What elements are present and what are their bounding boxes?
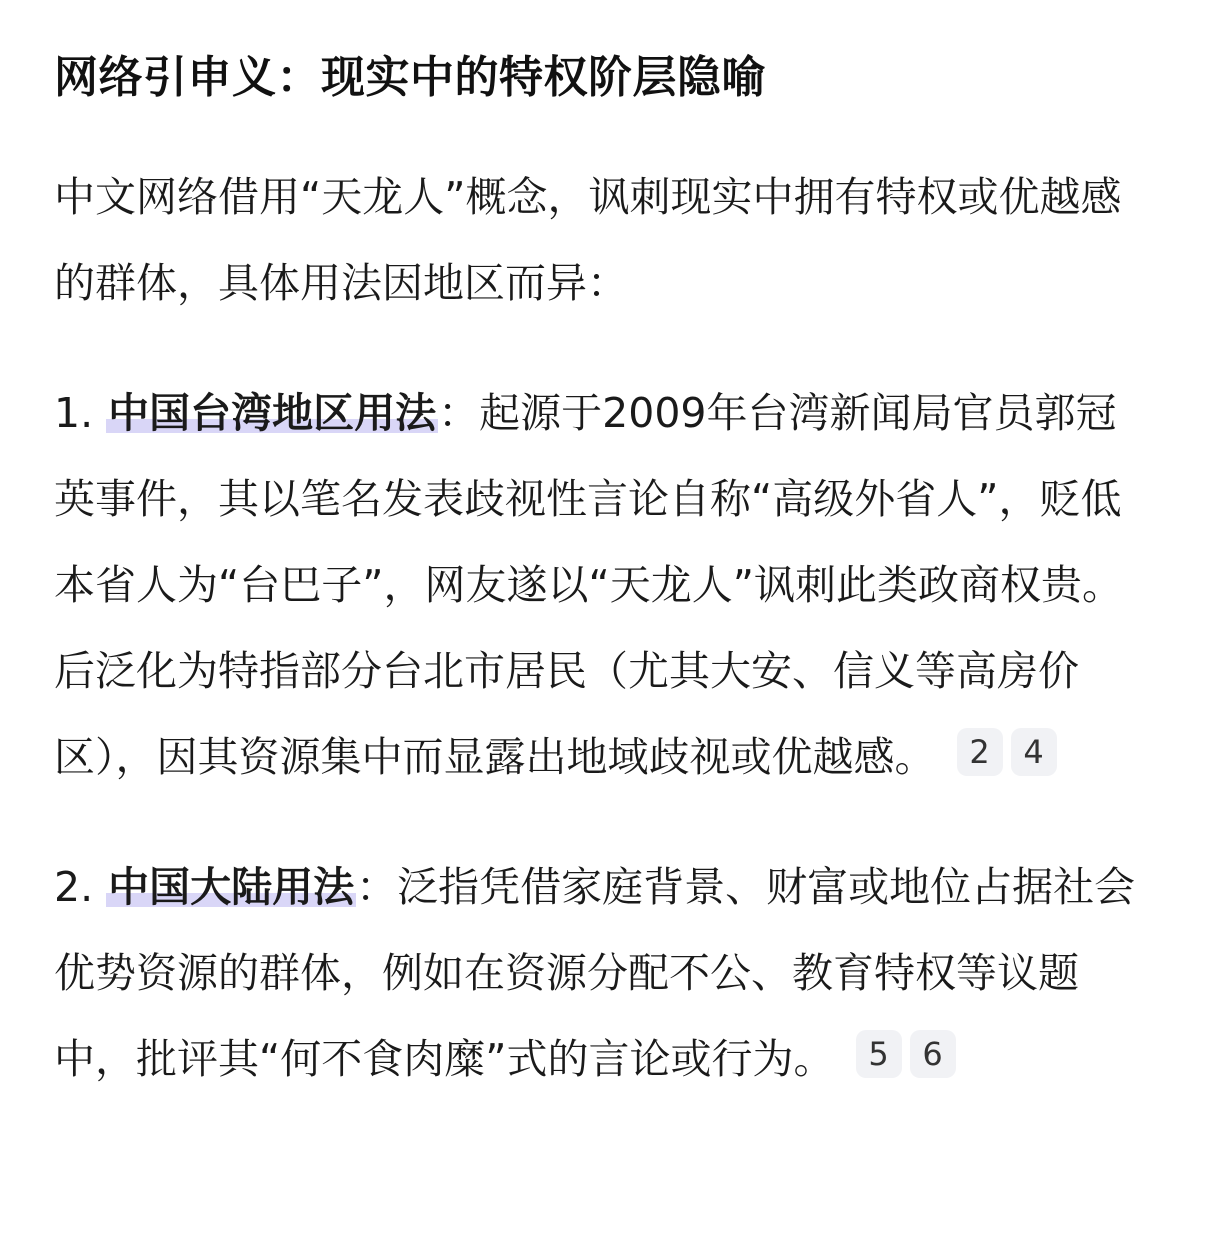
item-number: 2. [54,863,94,911]
item-number: 1. [54,389,94,437]
item-text: ：泛指凭借家庭背景、财富或地位占据社会优势资源的群体，例如在资源分配不公、教育特权等议题中，批评其“何不食肉糜”式的言论或行为。 [54,863,1136,1083]
list-item-mainland [54,844,1154,1102]
section-heading: 网络引申义：现实中的特权阶层隐喻 [54,52,766,103]
item-text: ：起源于2009年台湾新闻局官员郭冠英事件，其以笔名发表歧视性言论自称“高级外省人”，贬低本省人为“台巴子”，网友遂以“天龙人”讽刺此类政商权贵。后泛化为特指部分台北市居民（尤其大安、信义等高房价区），因其资源集中而显露出地域歧视或优越感。 [54,389,1123,781]
item-term: 中国大陆用法 [108,863,355,911]
citation-badge[interactable]: 6 [910,1030,956,1078]
intro-paragraph: 中文网络借用“天龙人”概念，讽刺现实中拥有特权或优越感的群体，具体用法因地区而异： [54,173,1122,307]
item-term: 中国台湾地区用法 [108,389,437,437]
citation-badge[interactable]: 2 [957,728,1003,776]
citation-badge[interactable]: 4 [1011,728,1057,776]
citation-badge[interactable]: 5 [856,1030,902,1078]
list-item-taiwan [54,370,1154,800]
